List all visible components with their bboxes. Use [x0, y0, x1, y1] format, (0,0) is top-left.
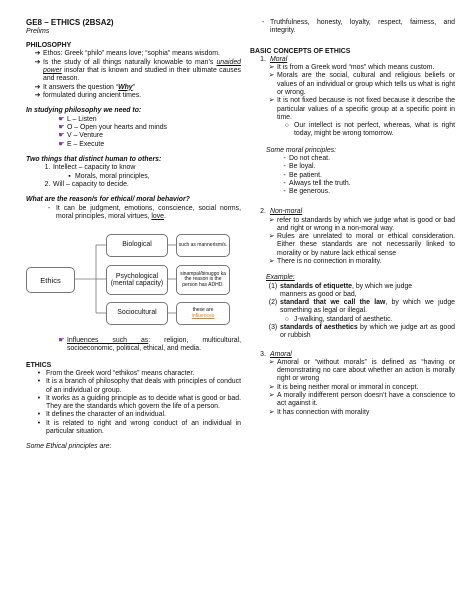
- check-arrow-icon: ➢: [268, 64, 275, 72]
- list-item: [266, 258, 455, 266]
- dash-bullet: -: [283, 154, 286, 162]
- check-arrow-icon: ➢: [268, 258, 275, 266]
- list-item-text: Will – capacity to decide.: [53, 180, 129, 188]
- list-item: [266, 217, 455, 234]
- diagram-note-sociocultural: [176, 302, 230, 325]
- list-item: [266, 384, 455, 392]
- list-item-text: insofar that is known and studied in their ultimate causes and reason.: [43, 66, 241, 83]
- list-item: [42, 205, 241, 222]
- philosophy-list: [26, 50, 241, 100]
- list-item: [56, 116, 241, 124]
- moral-principles-list: [280, 155, 455, 196]
- example-number: (3): [268, 324, 278, 331]
- example-text: , by which we judge something as legal or illegal.: [280, 299, 455, 315]
- two-things-heading: Two things that distinct human to others:: [26, 156, 162, 164]
- square-bullet-icon: ▪: [68, 172, 71, 180]
- diagram-node-sociocultural: Sociocultural: [106, 302, 168, 325]
- list-item: [32, 395, 241, 412]
- bullet-icon: •: [37, 369, 41, 377]
- arrow-right-icon: ➔: [34, 83, 41, 91]
- example-item: [266, 283, 455, 291]
- section-number: 3.: [260, 350, 266, 358]
- list-item-text: Rules are unrelated to moral or ethical consideration. Either these standards are not necessarily linked to morality or by nature lack ethical sense: [277, 233, 455, 257]
- section-title: Amoral: [270, 350, 292, 358]
- list-item: [280, 180, 455, 188]
- list-item: [266, 64, 455, 72]
- diagram-node-biological: Biological: [106, 234, 168, 257]
- list-item-text: Intellect – capacity to know: [53, 164, 136, 172]
- list-item: [56, 124, 241, 132]
- list-item-text: It has connection with morality: [277, 408, 370, 416]
- check-arrow-icon: ➢: [268, 408, 275, 416]
- list-item-text: A morally indifferent person doesn’t have a conscience to act against it.: [277, 391, 455, 408]
- list-item-text: From the Greek word “ethikos” means character.: [46, 369, 195, 377]
- list-item-text: Always tell the truth.: [289, 179, 351, 187]
- list-item: [280, 172, 455, 180]
- section-number: 1.: [260, 55, 266, 63]
- bullet-icon: •: [37, 394, 41, 402]
- example-item: [266, 299, 455, 316]
- bold-text: standard that we call the law: [280, 299, 386, 307]
- list-item-text: J-walking, standard of aesthetic.: [294, 315, 393, 323]
- list-item-text: It is related to right and wrong conduct of an individual in particular situation.: [46, 419, 241, 435]
- list-item-text: Truthfulness, honesty, loyalty, respect, fairness, and integrity.: [270, 19, 455, 35]
- list-item: [32, 59, 241, 84]
- check-arrow-icon: ➢: [268, 391, 275, 399]
- list-item-text: Ethos: Greek “philo” means love; “sophia” means wisdom.: [43, 50, 220, 58]
- list-item: [280, 155, 455, 163]
- check-arrow-icon: ➢: [268, 358, 275, 366]
- list-item: [280, 122, 455, 139]
- list-item: [32, 411, 241, 419]
- pointing-hand-icon: ☛: [58, 337, 65, 345]
- list-item: [280, 316, 455, 324]
- list-item: [266, 409, 455, 417]
- list-item: [32, 370, 241, 378]
- philosophy-heading: PHILOSOPHY: [26, 41, 72, 49]
- section-moral: [256, 56, 455, 64]
- list-item-text: Be patient.: [289, 171, 322, 179]
- list-item: [56, 141, 241, 149]
- reasons-heading: What are the reason/s for ethical/ moral behavior?: [26, 196, 190, 204]
- note-colored-text: influences: [191, 312, 215, 319]
- list-item-text: It answers the question “: [43, 83, 119, 91]
- list-item-text: It works as a guiding principle as to decide what is good or bad. They are the standards which govern the life of a person.: [46, 394, 241, 411]
- bullet-icon: •: [37, 378, 41, 386]
- list-item-text: Our intellect is not perfect, whereas, what is right today, might be wrong tomorrow.: [294, 122, 455, 138]
- emphasis-text: Why: [118, 83, 133, 91]
- list-item-text: It is from a Greek word “mos” which means custom.: [277, 64, 435, 72]
- list-item: [266, 97, 455, 122]
- pointing-hand-icon: ☛: [58, 132, 65, 140]
- document-subtitle: Prelims: [26, 27, 50, 35]
- ethical-principles-heading: Some Ethical principles are:: [26, 443, 112, 451]
- note-text: these are: [192, 307, 214, 314]
- list-item-text: O – Open your hearts and minds: [67, 123, 167, 131]
- list-item: [32, 84, 241, 92]
- section-amoral: [256, 351, 455, 359]
- example-text: manners as good or bad,: [280, 290, 357, 298]
- check-arrow-icon: ➢: [268, 233, 275, 241]
- study-heading: In studying philosophy we need to:: [26, 107, 142, 115]
- underlined-text: unaided power: [43, 58, 241, 74]
- dash-bullet: -: [283, 188, 286, 196]
- list-item: [32, 420, 241, 437]
- example-number: (2): [268, 299, 278, 307]
- list-item: [280, 163, 455, 171]
- list-item-text: It can be judgment, emotions, conscience, social norms, moral principles, moral virtues,: [56, 204, 241, 220]
- arrow-right-icon: ➔: [34, 58, 41, 66]
- list-item-text: Be generous.: [289, 188, 330, 196]
- list-item-text: Be loyal.: [289, 163, 316, 171]
- basic-concepts-heading: BASIC CONCEPTS OF ETHICS: [250, 47, 351, 55]
- left-column: [26, 18, 241, 451]
- list-number: 1.: [44, 164, 51, 172]
- list-item-text: E – Execute: [67, 140, 105, 148]
- pointing-hand-icon: ☛: [58, 123, 65, 131]
- list-item: [56, 337, 241, 354]
- bold-text: standards of aesthetics: [280, 324, 358, 331]
- check-arrow-icon: ➢: [268, 97, 275, 105]
- example-item: [266, 324, 455, 341]
- list-item-text: It is not fixed because is not fixed because it describe the particular values of a specific group at a specific point in time.: [277, 97, 455, 121]
- diagram-center-node: Ethics: [26, 267, 75, 293]
- list-item: [56, 132, 241, 140]
- list-item-text: Morals are the social, cultural and religious beliefs or values of an individual or group which tells us what is right or wrong.: [277, 72, 455, 96]
- list-item-text: refer to standards by which we judge what is good or bad and right or wrong in a non-moral way.: [277, 216, 455, 232]
- list-item-text: It defines the character of an individual.: [46, 411, 166, 419]
- list-item: [32, 378, 241, 395]
- list-item-text: Morals, moral principles,: [75, 172, 150, 180]
- section-number: 2.: [260, 208, 266, 216]
- pointing-hand-icon: ☛: [58, 115, 65, 123]
- list-item: [256, 19, 455, 36]
- document-title: GE8 – ETHICS (2BSA2): [26, 18, 114, 27]
- list-item: [32, 92, 241, 100]
- study-list: [26, 116, 241, 150]
- list-item-text: There is no connection in morality.: [277, 258, 382, 266]
- check-arrow-icon: ➢: [268, 383, 275, 391]
- diagram-note-biological: such as mannerism/s.: [176, 234, 230, 257]
- underlined-text: Influences such as: [67, 337, 149, 345]
- hollow-circle-icon: ○: [284, 122, 290, 130]
- dash-bullet: -: [283, 163, 286, 171]
- arrow-right-icon: ➔: [34, 91, 41, 99]
- list-item-text: L – Listen: [67, 115, 97, 123]
- moral-principles-heading: Some moral principles:: [266, 146, 337, 154]
- diagram-note-psychological: sinampal/binuggo ka the reason is the person has ADHD.: [176, 265, 230, 295]
- ethics-list: [26, 370, 241, 436]
- example-heading: Example:: [266, 274, 295, 282]
- list-item: [42, 181, 241, 189]
- list-item: [266, 359, 455, 384]
- bullet-icon: •: [37, 411, 41, 419]
- diagram-node-psychological: Psychological (mental capacity): [106, 265, 168, 295]
- list-item: [64, 173, 241, 181]
- dash-bullet: -: [47, 204, 51, 212]
- section-title: Moral: [270, 55, 288, 63]
- list-item-text: formulated during ancient times.: [43, 91, 142, 99]
- section-non-moral: [256, 208, 455, 216]
- list-item-text: .: [164, 212, 166, 220]
- list-item: [32, 50, 241, 58]
- pointing-hand-icon: ☛: [58, 140, 65, 148]
- list-item: [266, 233, 455, 258]
- list-item-text: Do not cheat.: [289, 154, 330, 162]
- check-arrow-icon: ➢: [268, 216, 275, 224]
- list-item-text: V – Venture: [67, 132, 104, 140]
- list-item: [266, 72, 455, 97]
- section-title: Non-moral: [270, 208, 303, 216]
- list-item-text: It is a branch of philosophy that deals with principles of conduct of an individual or group.: [46, 378, 241, 394]
- list-item-text: Is the study of all things naturally knowable to man’s: [43, 58, 217, 66]
- arrow-right-icon: ➔: [34, 50, 41, 58]
- list-item: [280, 188, 455, 196]
- bullet-icon: •: [37, 419, 41, 427]
- right-column: [250, 19, 455, 417]
- list-item-text: : religion, multicultural, socioeconomic, political, ethical, and media.: [67, 337, 241, 353]
- ethics-diagram: [26, 227, 241, 331]
- list-number: 2.: [44, 180, 51, 188]
- example-text: , by which we judge: [351, 282, 413, 290]
- list-item-text: ”: [132, 83, 135, 91]
- example-number: (1): [268, 282, 278, 290]
- dash-bullet: -: [283, 179, 286, 187]
- list-item: [42, 164, 241, 172]
- dash-bullet: -: [261, 19, 265, 26]
- hollow-circle-icon: ○: [284, 315, 290, 323]
- dash-bullet: -: [283, 171, 286, 179]
- list-item-text: Amoral or “without morals” is defined as “having or demonstrating no care about whether an action is morally right or wrong: [277, 358, 455, 383]
- check-arrow-icon: ➢: [268, 72, 275, 80]
- list-item-text: It is being neither moral or immoral in concept.: [277, 383, 419, 391]
- underlined-text: love: [151, 212, 165, 220]
- bold-text: standards of etiquette: [280, 282, 352, 290]
- example-text: by which we judge art as good or rubbish: [280, 324, 455, 340]
- list-item: [266, 392, 455, 409]
- ethics-heading: ETHICS: [26, 361, 52, 369]
